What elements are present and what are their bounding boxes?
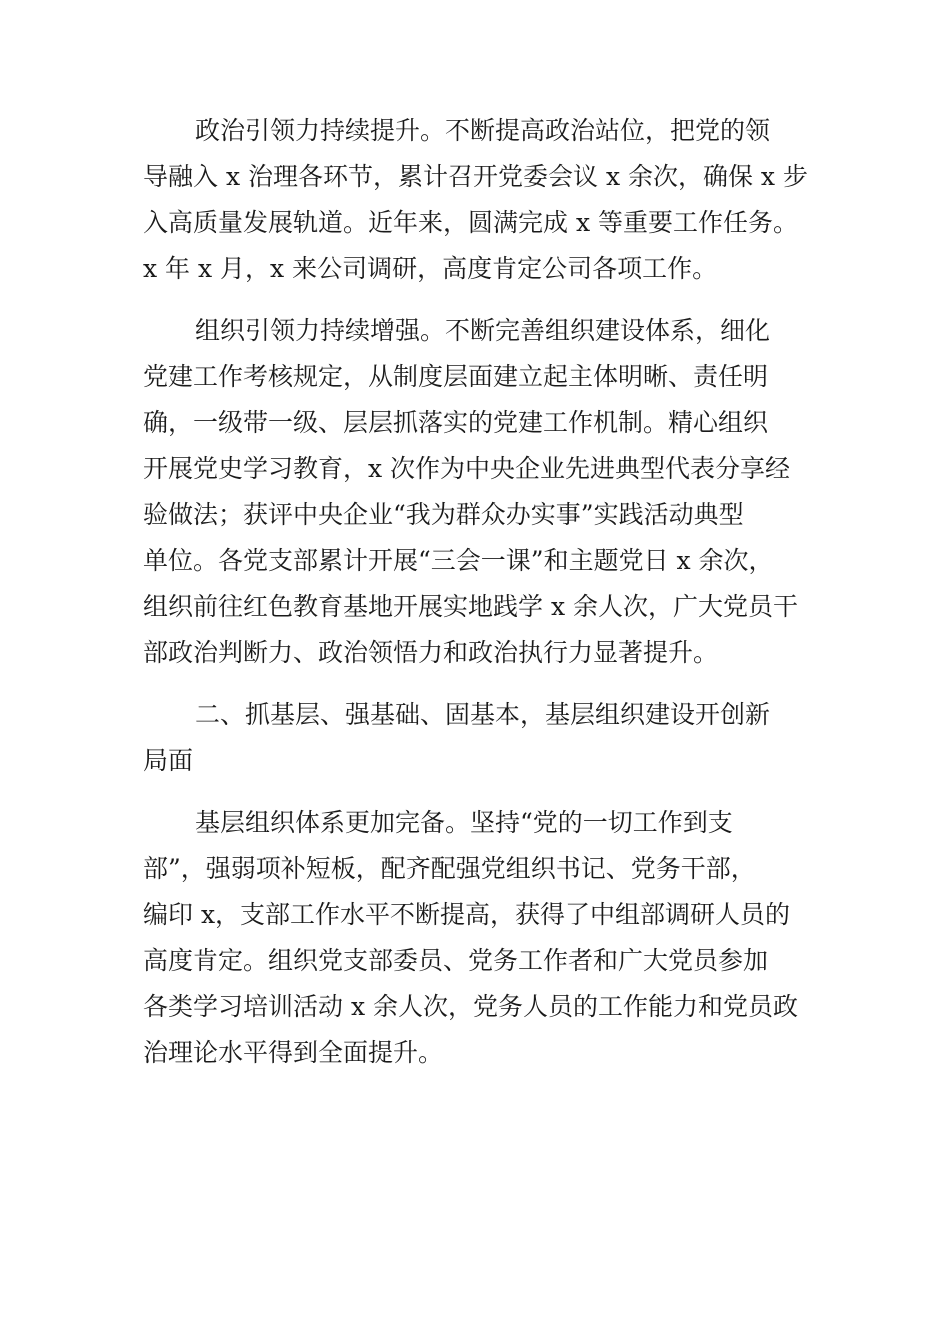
text-line: 高度肯定。组织党支部委员、党务工作者和广大党员参加 xyxy=(143,946,769,975)
text-line: 局面 xyxy=(143,746,194,775)
text-line: 各类学习培训活动 x 余人次，党务人员的工作能力和党员政 xyxy=(143,992,798,1021)
text-line: x 年 x 月，x 来公司调研，高度肯定公司各项工作。 xyxy=(143,254,718,283)
text-line: 基层组织体系更加完备。坚持“党的一切工作到支 xyxy=(195,808,733,837)
text-line: 治理论水平得到全面提升。 xyxy=(143,1038,444,1067)
paragraph-organizational-leadership xyxy=(143,308,833,676)
text-line: 部政治判断力、政治领悟力和政治执行力显著提升。 xyxy=(143,638,719,667)
text-line: 党建工作考核规定，从制度层面建立起主体明晰、责任明 xyxy=(143,362,769,391)
text-line: 组织前往红色教育基地开展实地践学 x 余人次，广大党员干 xyxy=(143,592,798,621)
text-line: 政治引领力持续提升。不断提高政治站位，把党的领 xyxy=(195,116,771,145)
text-line: 编印 x，支部工作水平不断提高，获得了中组部调研人员的 xyxy=(143,900,791,929)
text-line: 确，一级带一级、层层抓落实的党建工作机制。精心组织 xyxy=(143,408,769,437)
section-heading xyxy=(143,692,833,784)
document-body xyxy=(143,108,833,1092)
text-line: 二、抓基层、强基础、固基本，基层组织建设开创新 xyxy=(195,700,771,729)
text-line: 开展党史学习教育，x 次作为中央企业先进典型代表分享经 xyxy=(143,454,791,483)
text-line: 入高质量发展轨道。近年来，圆满完成 x 等重要工作任务。 xyxy=(143,208,798,237)
text-line: 组织引领力持续增强。不断完善组织建设体系，细化 xyxy=(195,316,771,345)
text-line: 单位。各党支部累计开展“三会一课”和主题党日 x 余次， xyxy=(143,546,774,575)
paragraph-grassroots-organization xyxy=(143,800,833,1076)
text-line: 导融入 x 治理各环节，累计召开党委会议 x 余次，确保 x 步 xyxy=(143,162,808,191)
text-line: 验做法；获评中央企业“我为群众办实事”实践活动典型 xyxy=(143,500,744,529)
paragraph-political-leadership xyxy=(143,108,833,292)
text-line: 部”，强弱项补短板，配齐配强党组织书记、党务干部， xyxy=(143,854,756,883)
